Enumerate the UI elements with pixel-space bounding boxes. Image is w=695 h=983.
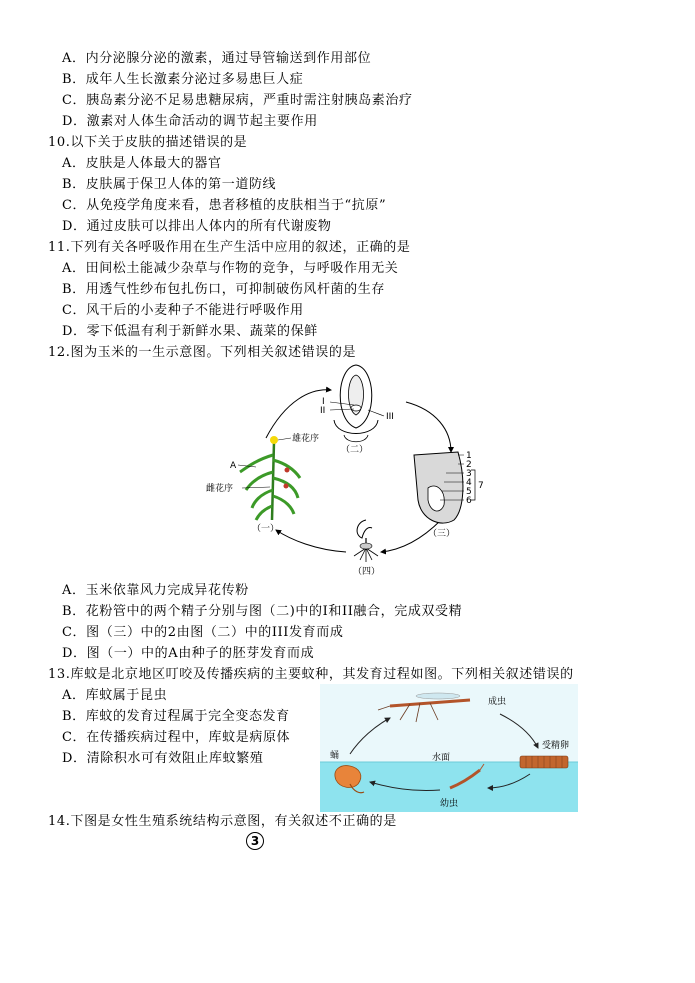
adult-label: 成虫: [488, 697, 507, 707]
q13-option-a: A．库蚊属于昆虫: [62, 688, 168, 703]
stage-2-label: （二）: [341, 445, 369, 455]
seed-num-6: 6: [466, 496, 472, 506]
seed-num-7: 7: [478, 481, 484, 491]
q10-stem: 10.以下关于皮肤的描述错误的是: [48, 135, 248, 150]
q11-option-b: B．用透气性纱布包扎伤口，可抑制破伤风杆菌的生存: [62, 282, 385, 297]
corn-plant-diagram: [238, 436, 300, 520]
circled-number-mark: 3: [246, 832, 264, 850]
flower-section-diagram: [330, 365, 384, 442]
egg-label: 受精卵: [542, 741, 570, 751]
q9-option-b: B．成年人生长激素分泌过多易患巨人症: [62, 72, 304, 87]
q13-option-b: B．库蚊的发育过程属于完全变态发育: [62, 709, 290, 724]
seed-num-1: 1: [466, 451, 472, 461]
q12-option-c: C．图（三）中的2由图（二）中的ⅠⅠⅠ发育而成: [62, 625, 344, 640]
arrow-4-to-1: [276, 530, 346, 552]
q12-option-a: A．玉米依靠风力完成异花传粉: [62, 583, 249, 598]
seed-num-4: 4: [466, 478, 472, 488]
stage-4-label: （四）: [353, 567, 381, 577]
q13-option-c: C．在传播疾病过程中，库蚊是病原体: [62, 730, 291, 745]
seed-num-5: 5: [466, 487, 472, 497]
seed-num-2: 2: [466, 460, 472, 470]
q11-option-d: D．零下低温有利于新鲜水果、蔬菜的保鲜: [62, 324, 318, 339]
q11-option-c: C．风干后的小麦种子不能进行呼吸作用: [62, 303, 304, 318]
seed-num-3: 3: [466, 469, 472, 479]
label-I: I: [322, 397, 325, 407]
q12-option-b: B．花粉管中的两个精子分别与图（二)中的Ⅰ和ⅠⅠ融合，完成双受精: [62, 604, 463, 619]
mosquito-life-cycle-figure: [320, 684, 578, 812]
water-label: 水面: [432, 753, 451, 763]
male-flower-label: 雄花序: [292, 434, 320, 444]
stage-1-label: （一）: [252, 524, 280, 534]
corn-life-cycle-figure: [196, 360, 496, 582]
female-flower-label: 雌花序: [206, 484, 234, 494]
q9-option-d: D．激素对人体生命活动的调节起主要作用: [62, 114, 318, 129]
label-III: III: [386, 412, 394, 422]
q12-stem: 12.图为玉米的一生示意图。下列相关叙述错误的是: [48, 345, 357, 360]
stage-3-label: （三）: [428, 529, 456, 539]
q14-stem: 14.下图是女性生殖系统结构示意图，有关叙述不正确的是: [48, 814, 397, 829]
seedling-diagram: [354, 520, 378, 562]
arrow-2-to-3: [406, 402, 451, 452]
q9-option-c: C．胰岛素分泌不足易患糖尿病，严重时需注射胰岛素治疗: [62, 93, 413, 108]
egg-raft-icon: [520, 756, 568, 768]
q11-option-a: A．田间松土能减少杂草与作物的竞争，与呼吸作用无关: [62, 261, 399, 276]
q9-option-a: A．内分泌腺分泌的激素，通过导管输送到作用部位: [62, 51, 372, 66]
q12-option-d: D．图（一）中的A由种子的胚芽发育而成: [62, 646, 315, 661]
q13-option-d: D．清除积水可有效阻止库蚊繁殖: [62, 751, 264, 766]
pupa-label: 蛹: [330, 751, 340, 761]
q10-option-b: B．皮肤属于保卫人体的第一道防线: [62, 177, 277, 192]
label-II: II: [320, 406, 326, 416]
q13-stem: 13.库蚊是北京地区叮咬及传播疾病的主要蚊种，其发育过程如图。下列相关叙述错误的: [48, 667, 574, 682]
label-a: A: [230, 461, 237, 471]
q11-stem: 11.下列有关各呼吸作用在生产生活中应用的叙述，正确的是: [48, 240, 411, 255]
tassel-icon: [270, 436, 278, 444]
q10-option-d: D．通过皮肤可以排出人体内的所有代谢废物: [62, 219, 332, 234]
larva-label: 幼虫: [440, 799, 459, 809]
q10-option-a: A．皮肤是人体最大的器官: [62, 156, 222, 171]
q10-option-c: C．从免疫学角度来看，患者移植的皮肤相当于“抗原”: [62, 198, 387, 213]
